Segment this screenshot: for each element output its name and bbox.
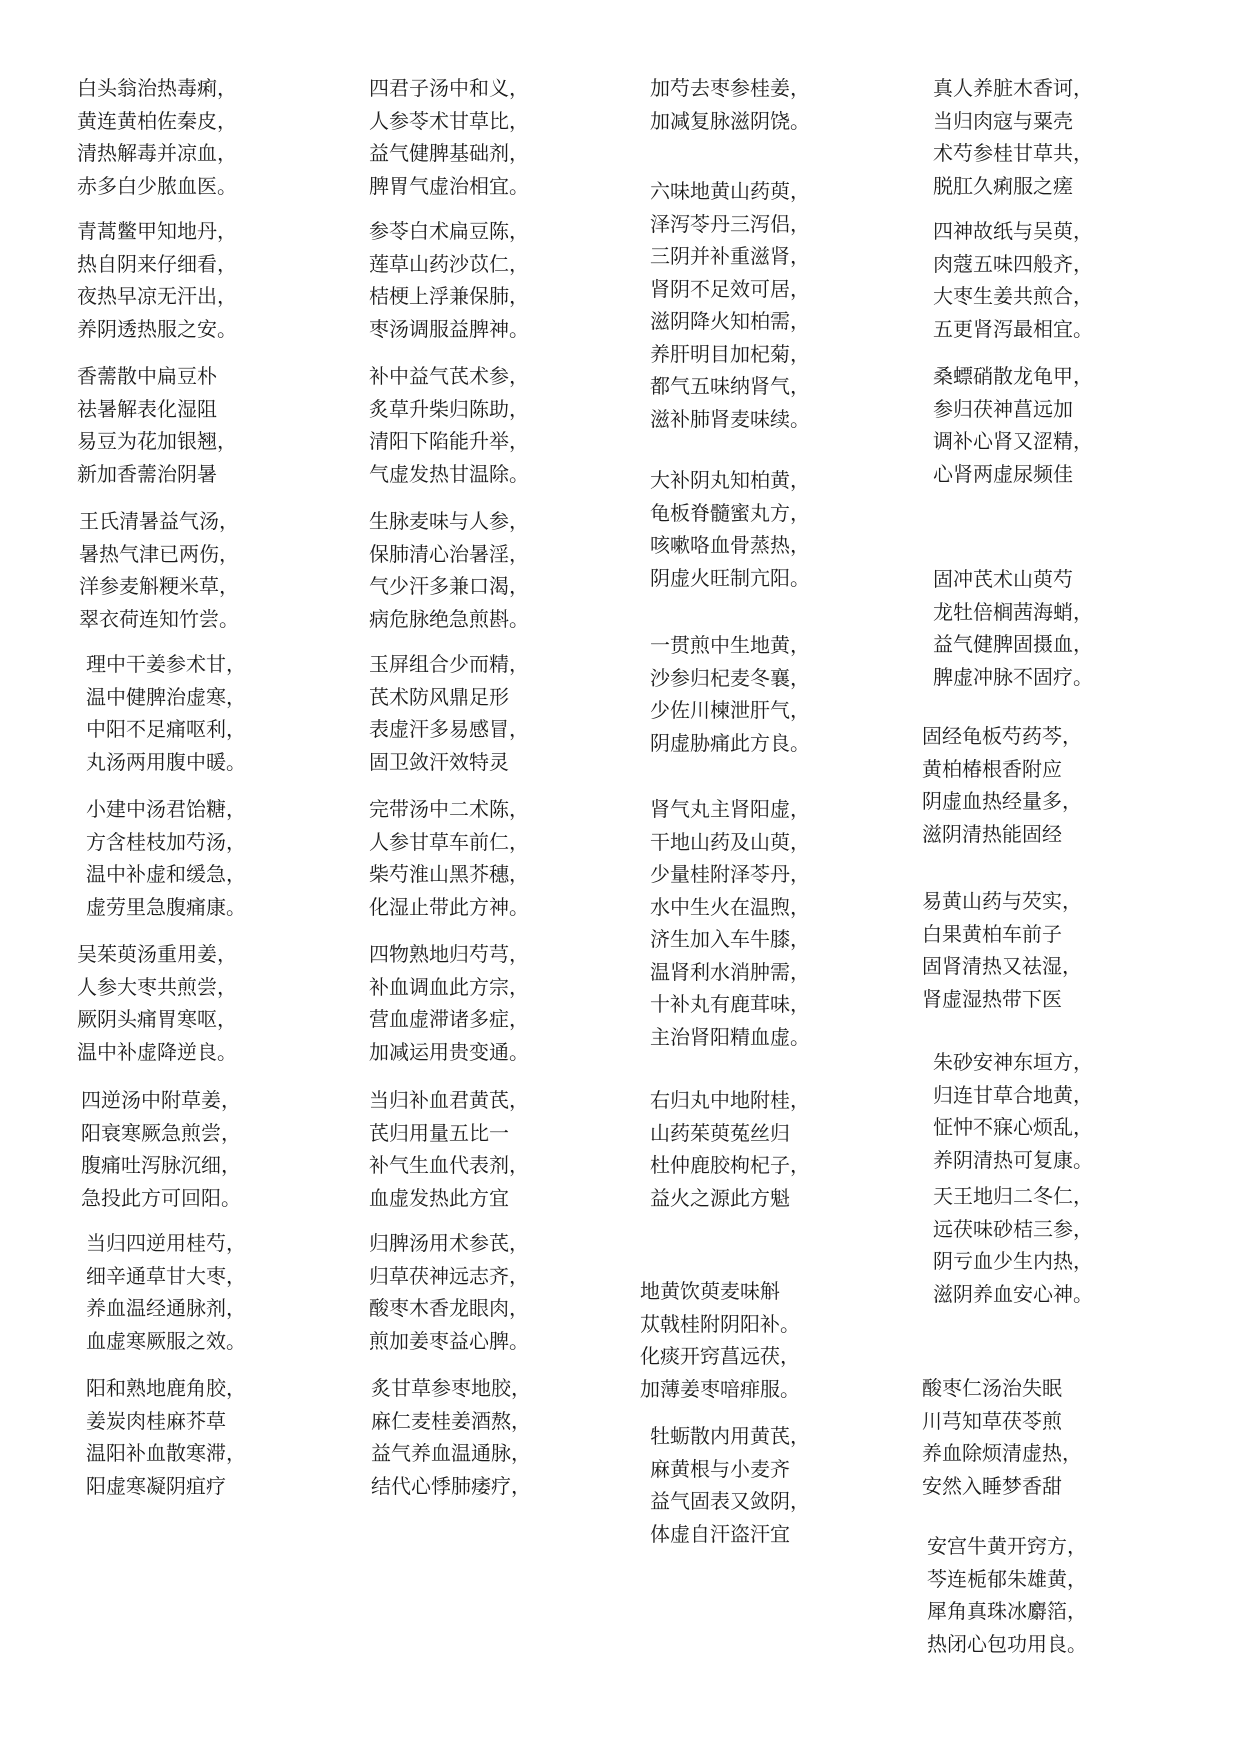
verse-line: 易豆为花加银翘， (77, 429, 237, 453)
verse-line: 肾阴不足效可居， (650, 276, 810, 301)
verse-stanza (922, 885, 1082, 1015)
verse-line: 心肾两虚尿频佳 (933, 461, 1073, 486)
verse-stanza (86, 648, 246, 778)
verse-line: 丸汤两用腹中暖。 (86, 749, 246, 774)
verse-line: 滋补肺肾麦味续。 (650, 406, 810, 431)
verse-line: 调补心肾又涩精， (933, 429, 1093, 453)
verse-line: 干地山药及山萸， (650, 829, 810, 854)
verse-line: 四逆汤中附草姜， (81, 1088, 241, 1112)
verse-line: 血虚寒厥服之效。 (86, 1328, 246, 1353)
verse-line: 麻黄根与小麦齐 (650, 1456, 790, 1481)
verse-stanza (79, 505, 239, 635)
verse-stanza (369, 215, 529, 345)
verse-stanza (933, 215, 1093, 345)
verse-line: 细辛通草甘大枣， (86, 1263, 246, 1288)
verse-line: 龟板脊髓蜜丸方， (650, 500, 810, 525)
verse-line: 苁戟桂附阴阳补。 (640, 1311, 800, 1336)
verse-line: 水中生火在温煦， (650, 894, 810, 919)
verse-stanza (369, 1084, 529, 1214)
verse-line: 养血温经通脉剂， (86, 1296, 246, 1320)
verse-line: 泽泻苓丹三泻侣， (650, 211, 810, 236)
verse-line: 四神故纸与吴萸， (933, 219, 1093, 243)
verse-line: 肾气丸主肾阳虚， (650, 797, 810, 821)
verse-stanza (650, 175, 810, 435)
verse-line: 益气养血温通脉， (371, 1441, 531, 1465)
verse-line: 三阴并补重滋肾， (650, 244, 810, 268)
verse-line: 四物熟地归芍芎， (369, 942, 529, 966)
verse-line: 滋阴降火知柏需， (650, 309, 810, 333)
verse-stanza (77, 360, 237, 490)
verse-line: 黄柏椿根香附应 (922, 756, 1062, 781)
verse-line: 腹痛吐泻脉沉细， (81, 1153, 241, 1177)
verse-line: 热自阴来仔细看， (77, 251, 237, 276)
verse-line: 川芎知草茯苓煎 (922, 1408, 1062, 1433)
verse-line: 急投此方可回阳。 (81, 1185, 241, 1210)
verse-line: 生脉麦味与人参， (369, 509, 529, 533)
verse-stanza (369, 793, 529, 923)
verse-stanza (81, 1084, 241, 1214)
verse-stanza (369, 505, 529, 635)
verse-line: 地黄饮萸麦味斛 (640, 1279, 780, 1303)
verse-line: 牡蛎散内用黄芪， (650, 1424, 810, 1448)
verse-line: 桔梗上浮兼保肺， (369, 284, 529, 308)
verse-line: 四君子汤中和义， (369, 76, 529, 100)
verse-line: 益气健脾基础剂， (369, 141, 529, 165)
verse-stanza (369, 938, 529, 1068)
verse-line: 芩连栀郁朱雄黄， (927, 1566, 1087, 1591)
verse-line: 洋参麦斛粳米草， (79, 574, 239, 598)
verse-line: 暑热气津已两伤， (79, 541, 239, 566)
verse-line: 沙参归杞麦冬襄， (650, 665, 810, 690)
verse-line: 气虚发热甘温除。 (369, 461, 529, 486)
verse-line: 肉蔻五味四般齐， (933, 251, 1093, 276)
verse-line: 枣汤调服益脾神。 (369, 316, 529, 341)
verse-line: 咳嗽咯血骨蒸热， (650, 533, 810, 557)
verse-line: 祛暑解表化湿阻 (77, 396, 217, 421)
verse-stanza (650, 464, 810, 594)
verse-line: 厥阴头痛胃寒呕， (77, 1007, 237, 1031)
verse-line: 温中补虚和缓急， (86, 862, 246, 886)
verse-line: 炙草升柴归陈助， (369, 396, 529, 421)
verse-line: 阴虚火旺制亢阳。 (650, 565, 810, 590)
verse-line: 安宫牛黄开窍方， (927, 1534, 1087, 1558)
verse-line: 表虚汗多易感冒， (369, 717, 529, 741)
verse-line: 化痰开窍菖远茯， (640, 1344, 800, 1368)
verse-line: 青蒿鳖甲知地丹， (77, 219, 237, 243)
verse-line: 当归补血君黄芪， (369, 1088, 529, 1112)
verse-line: 固肾清热又祛湿， (922, 954, 1082, 978)
verse-line: 白果黄柏车前子 (922, 921, 1062, 946)
verse-line: 杜仲鹿胶枸杞子， (650, 1153, 810, 1177)
verse-line: 阳衰寒厥急煎尝， (81, 1120, 241, 1145)
verse-line: 右归丸中地附桂， (650, 1088, 810, 1112)
verse-stanza (86, 1227, 246, 1357)
verse-line: 中阳不足痛呕利， (86, 717, 246, 741)
verse-line: 脾虚冲脉不固疗。 (933, 664, 1093, 689)
verse-line: 少佐川楝泄肝气， (650, 698, 810, 722)
verse-line: 保肺清心治暑淫， (369, 541, 529, 566)
verse-line: 大枣生姜共煎合， (933, 284, 1093, 308)
verse-line: 易黄山药与芡实， (922, 889, 1082, 913)
verse-line: 赤多白少脓血医。 (77, 173, 237, 198)
verse-stanza (933, 563, 1093, 693)
verse-line: 病危脉绝急煎斟。 (369, 606, 529, 631)
verse-line: 固卫敛汗效特灵 (369, 749, 509, 774)
verse-line: 温阳补血散寒滞， (86, 1441, 246, 1465)
verse-stanza (77, 72, 237, 202)
verse-stanza (927, 1530, 1087, 1660)
verse-line: 体虚自汗盗汗宜 (650, 1521, 790, 1546)
verse-line: 山药茱萸菟丝归 (650, 1120, 790, 1145)
verse-line: 化湿止带此方神。 (369, 894, 529, 919)
verse-line: 归草茯神远志齐， (369, 1263, 529, 1288)
verse-line: 阴虚血热经量多， (922, 789, 1082, 813)
verse-stanza (371, 1372, 531, 1502)
verse-stanza (77, 215, 237, 345)
verse-line: 当归四逆用桂芍， (86, 1231, 246, 1255)
verse-line: 脾胃气虚治相宜。 (369, 173, 529, 198)
verse-line: 怔忡不寐心烦乱， (933, 1115, 1093, 1139)
verse-stanza (369, 648, 529, 778)
verse-line: 补血调血此方宗， (369, 974, 529, 999)
verse-line: 养血除烦清虚热， (922, 1441, 1082, 1465)
verse-line: 阴亏血少生内热， (933, 1249, 1093, 1273)
verse-line: 天王地归二冬仁， (933, 1184, 1093, 1208)
verse-line: 脱肛久痢服之瘥 (933, 173, 1073, 198)
verse-line: 都气五味纳肾气， (650, 374, 810, 398)
verse-line: 参苓白术扁豆陈， (369, 219, 529, 243)
verse-line: 主治肾阳精血虚。 (650, 1024, 810, 1049)
verse-line: 人参大枣共煎尝， (77, 974, 237, 999)
verse-line: 热闭心包功用良。 (927, 1631, 1087, 1656)
verse-line: 术芍参桂甘草共， (933, 141, 1093, 165)
verse-line: 加薄姜枣喑痱服。 (640, 1376, 800, 1401)
verse-line: 阳和熟地鹿角胶， (86, 1376, 246, 1400)
verse-line: 固冲芪术山萸芍 (933, 567, 1073, 591)
verse-line: 理中干姜参术甘， (86, 652, 246, 676)
verse-line: 犀角真珠冰麝箔， (927, 1599, 1087, 1623)
verse-line: 一贯煎中生地黄， (650, 633, 810, 657)
verse-line: 柴芍淮山黑芥穗， (369, 862, 529, 886)
verse-line: 益气固表又敛阴， (650, 1489, 810, 1513)
verse-line: 麻仁麦桂姜酒熬， (371, 1408, 531, 1433)
verse-line: 益气健脾固摄血， (933, 632, 1093, 656)
verse-line: 姜炭肉桂麻芥草 (86, 1408, 226, 1433)
verse-line: 翠衣荷连知竹尝。 (79, 606, 239, 631)
verse-line: 补中益气芪术参， (369, 364, 529, 388)
verse-stanza (650, 72, 810, 137)
verse-line: 养阴透热服之安。 (77, 316, 237, 341)
verse-stanza (86, 793, 246, 923)
verse-line: 方含桂枝加芍汤， (86, 829, 246, 854)
verse-line: 六味地黄山药萸， (650, 179, 810, 203)
verse-line: 龙牡倍榈茜海蛸， (933, 599, 1093, 624)
verse-line: 桑螵硝散龙龟甲， (933, 364, 1093, 388)
verse-line: 夜热早凉无汗出， (77, 284, 237, 308)
verse-line: 朱砂安神东垣方， (933, 1050, 1093, 1074)
verse-line: 酸枣仁汤治失眠 (922, 1376, 1062, 1400)
verse-line: 结代心悸肺痿疗， (371, 1473, 531, 1498)
verse-line: 加芍去枣参桂姜， (650, 76, 810, 100)
verse-stanza (369, 360, 529, 490)
verse-line: 温中健脾治虚寒， (86, 684, 246, 709)
verse-line: 芪归用量五比一 (369, 1120, 509, 1145)
verse-line: 滋阴养血安心神。 (933, 1281, 1093, 1306)
verse-line: 固经龟板芍药芩， (922, 724, 1082, 748)
verse-line: 完带汤中二术陈， (369, 797, 529, 821)
verse-line: 吴茱萸汤重用姜， (77, 942, 237, 966)
verse-line: 养阴清热可复康。 (933, 1147, 1093, 1172)
verse-line: 香薷散中扁豆朴 (77, 364, 217, 388)
verse-line: 滋阴清热能固经 (922, 821, 1062, 846)
verse-line: 归脾汤用术参芪， (369, 1231, 529, 1255)
verse-line: 王氏清暑益气汤， (79, 509, 239, 533)
verse-line: 当归肉寇与粟壳 (933, 108, 1073, 133)
verse-line: 阴虚胁痛此方良。 (650, 730, 810, 755)
verse-line: 益火之源此方魁 (650, 1185, 790, 1210)
verse-stanza (650, 793, 810, 1053)
verse-stanza (650, 1084, 810, 1214)
verse-stanza (650, 1420, 810, 1550)
verse-line: 阳虚寒凝阴疽疗 (86, 1473, 226, 1498)
verse-line: 黄连黄柏佐秦皮， (77, 108, 237, 133)
verse-line: 少量桂附泽苓丹， (650, 862, 810, 886)
verse-stanza (640, 1275, 800, 1405)
verse-line: 安然入睡梦香甜 (922, 1473, 1062, 1498)
verse-line: 归连甘草合地黄， (933, 1082, 1093, 1107)
verse-stanza (922, 720, 1082, 850)
verse-line: 酸枣木香龙眼肉， (369, 1296, 529, 1320)
verse-stanza (933, 360, 1093, 490)
verse-line: 济生加入车牛膝， (650, 927, 810, 951)
verse-line: 参归茯神菖远加 (933, 396, 1073, 421)
verse-stanza (933, 1046, 1093, 1176)
verse-line: 温肾利水消肿需， (650, 959, 810, 984)
verse-line: 十补丸有鹿茸味， (650, 992, 810, 1016)
verse-line: 远茯味砂桔三参， (933, 1216, 1093, 1241)
verse-line: 炙甘草参枣地胶， (371, 1376, 531, 1400)
verse-line: 五更肾泻最相宜。 (933, 316, 1093, 341)
verse-line: 白头翁治热毒痢， (77, 76, 237, 100)
verse-stanza (369, 72, 529, 202)
verse-line: 小建中汤君饴糖， (86, 797, 246, 821)
verse-stanza (922, 1372, 1082, 1502)
verse-line: 加减复脉滋阴饶。 (650, 108, 810, 133)
verse-line: 玉屏组合少而精， (369, 652, 529, 676)
verse-line: 芪术防风鼎足形 (369, 684, 509, 709)
verse-stanza (369, 1227, 529, 1357)
verse-line: 养肝明目加杞菊， (650, 341, 810, 366)
verse-line: 清阳下陷能升举， (369, 429, 529, 453)
verse-stanza (650, 629, 810, 759)
verse-line: 人参苓术甘草比， (369, 108, 529, 133)
verse-line: 气少汗多兼口渴， (369, 574, 529, 598)
verse-line: 血虚发热此方宜 (369, 1185, 509, 1210)
verse-line: 大补阴丸知柏黄， (650, 468, 810, 492)
verse-stanza (77, 938, 237, 1068)
verse-line: 人参甘草车前仁， (369, 829, 529, 854)
verse-stanza (86, 1372, 246, 1502)
verse-line: 新加香薷治阴暑 (77, 461, 217, 486)
verse-line: 肾虚湿热带下医 (922, 986, 1062, 1011)
verse-line: 加减运用贵变通。 (369, 1039, 529, 1064)
verse-line: 莲草山药沙苡仁， (369, 251, 529, 276)
verse-line: 虚劳里急腹痛康。 (86, 894, 246, 919)
verse-line: 营血虚滞诸多症， (369, 1007, 529, 1031)
verse-stanza (933, 1180, 1093, 1310)
verse-line: 清热解毒并凉血， (77, 141, 237, 165)
verse-line: 真人养脏木香诃， (933, 76, 1093, 100)
verse-line: 温中补虚降逆良。 (77, 1039, 237, 1064)
verse-line: 煎加姜枣益心脾。 (369, 1328, 529, 1353)
verse-stanza (933, 72, 1093, 202)
verse-line: 补气生血代表剂， (369, 1153, 529, 1177)
